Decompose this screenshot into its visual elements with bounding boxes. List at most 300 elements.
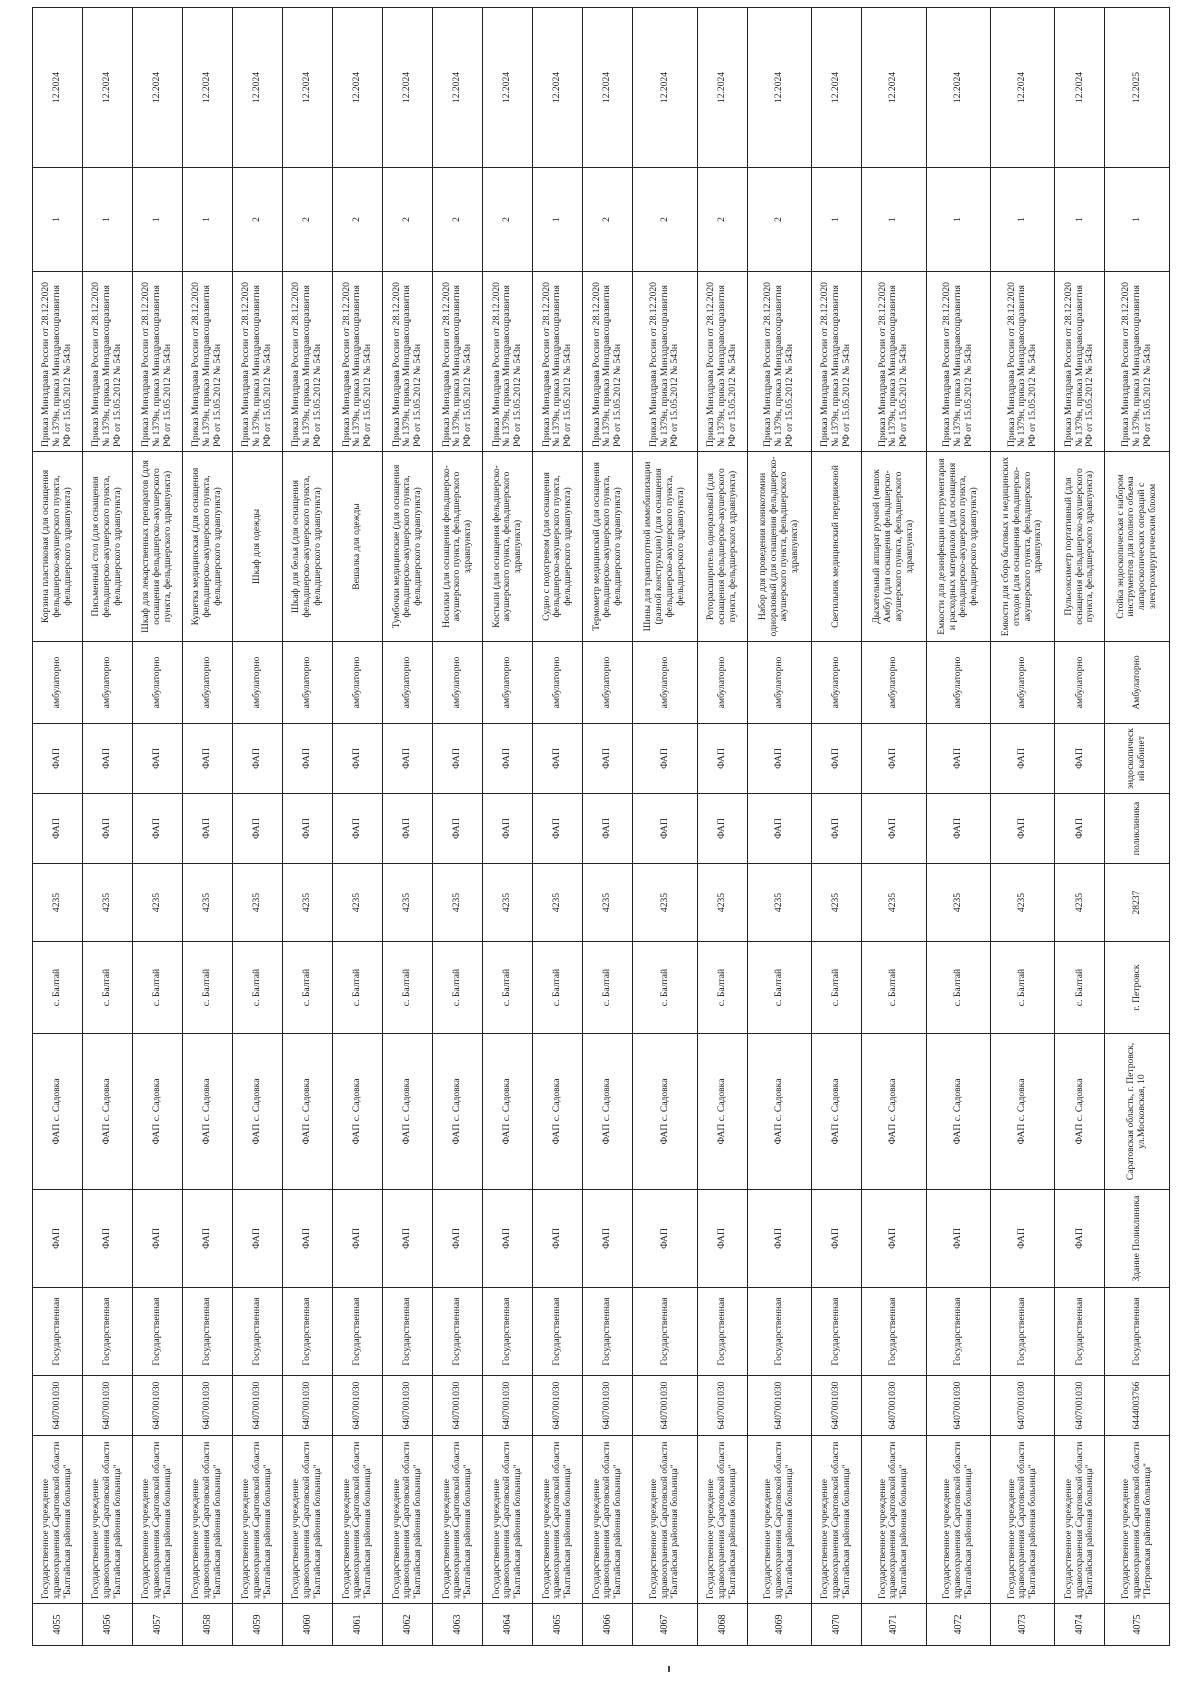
unit-cell: ФАП <box>83 794 133 864</box>
organization-cell: Государственное учреждение здравоохранения Саратовской области "Балтайская районная больница" <box>990 1436 1054 1604</box>
date-cell: 12.2024 <box>583 8 633 168</box>
equipment-table <box>32 7 1170 1646</box>
row-number-cell: 4056 <box>83 1604 133 1646</box>
date-cell: 12.2024 <box>433 8 483 168</box>
equipment-cell: Костыли (для оснащения фельдшерско-акушерского пункта, фельдшерского здравпункта) <box>483 452 533 642</box>
building-cell: ФАП <box>33 1190 83 1288</box>
care-type-cell: амбулаторно <box>483 642 533 724</box>
building-cell: ФАП <box>233 1190 283 1288</box>
inn-cell: 6407001030 <box>1055 1376 1105 1436</box>
row-number-cell: 4058 <box>183 1604 233 1646</box>
quantity-cell: 2 <box>483 168 533 272</box>
organization-cell: Государственное учреждение здравоохранения Саратовской области "Балтайская районная больница" <box>633 1436 697 1604</box>
building-cell: ФАП <box>926 1190 990 1288</box>
quantity-cell: 1 <box>926 168 990 272</box>
table-row <box>183 8 233 1646</box>
inn-cell: 6407001030 <box>333 1376 383 1436</box>
locality-cell: с. Балтай <box>83 942 133 1034</box>
organization-cell: Государственное учреждение здравоохранения Саратовской области "Балтайская районная больница" <box>433 1436 483 1604</box>
equipment-cell: Письменный стол (для оснащения фельдшерско-акушерского пункта, фельдшерского здравпункта) <box>83 452 133 642</box>
row-number-cell: 4069 <box>747 1604 811 1646</box>
quantity-cell: 2 <box>633 168 697 272</box>
organization-cell: Государственное учреждение здравоохранения Саратовской области "Балтайская районная больница" <box>183 1436 233 1604</box>
division-cell: ФАП <box>483 724 533 794</box>
care-type-cell: амбулаторно <box>926 642 990 724</box>
building-cell: ФАП <box>533 1190 583 1288</box>
building-cell: ФАП <box>990 1190 1054 1288</box>
quantity-cell: 1 <box>990 168 1054 272</box>
order-cell: Приказ Минздрава России от 28.12.2020 № 1379н, приказ Минздравсоцразвития РФ от 15.05.2012 № 543н <box>812 272 862 452</box>
inn-cell: 6407001030 <box>233 1376 283 1436</box>
unit-cell: ФАП <box>990 794 1054 864</box>
date-cell: 12.2024 <box>33 8 83 168</box>
population-cell: 4235 <box>183 864 233 942</box>
table-row <box>862 8 926 1646</box>
population-cell: 4235 <box>583 864 633 942</box>
date-cell: 12.2024 <box>83 8 133 168</box>
quantity-cell: 1 <box>1105 168 1170 272</box>
unit-cell: ФАП <box>133 794 183 864</box>
equipment-cell: Судно с подогревом (для оснащения фельдшерско-акушерского пункта, фельдшерского здравпункта) <box>533 452 583 642</box>
care-type-cell: амбулаторно <box>83 642 133 724</box>
order-cell: Приказ Минздрава России от 28.12.2020 № 1379н, приказ Минздравсоцразвития РФ от 15.05.2012 № 543н <box>1105 272 1170 452</box>
building-cell: ФАП <box>383 1190 433 1288</box>
quantity-cell: 2 <box>697 168 747 272</box>
ownership-cell: Государственная <box>812 1288 862 1376</box>
table-row <box>990 8 1054 1646</box>
date-cell: 12.2024 <box>862 8 926 168</box>
inn-cell: 6444003766 <box>1105 1376 1170 1436</box>
equipment-cell: Светильник медицинский передвижной <box>812 452 862 642</box>
date-cell: 12.2024 <box>697 8 747 168</box>
building-cell: Здание Поликлиника <box>1105 1190 1170 1288</box>
row-number-cell: 4060 <box>283 1604 333 1646</box>
row-number-cell: 4073 <box>990 1604 1054 1646</box>
organization-cell: Государственное учреждение здравоохранения Саратовской области "Балтайская районная больница" <box>926 1436 990 1604</box>
locality-cell: с. Балтай <box>483 942 533 1034</box>
equipment-cell: Шкаф для белья (для оснащения фельдшерско-акушерского пункта, фельдшерского здравпункта) <box>283 452 333 642</box>
address-cell: ФАП с. Садовка <box>747 1034 811 1190</box>
date-cell: 12.2024 <box>483 8 533 168</box>
building-cell: ФАП <box>862 1190 926 1288</box>
order-cell: Приказ Минздрава России от 28.12.2020 № 1379н, приказ Минздравсоцразвития РФ от 15.05.2012 № 543н <box>133 272 183 452</box>
care-type-cell: амбулаторно <box>862 642 926 724</box>
table-row <box>633 8 697 1646</box>
equipment-cell: Шкаф для одежды <box>233 452 283 642</box>
ownership-cell: Государственная <box>183 1288 233 1376</box>
unit-cell: ФАП <box>1055 794 1105 864</box>
address-cell: ФАП с. Садовка <box>133 1034 183 1190</box>
row-number-cell: 4057 <box>133 1604 183 1646</box>
locality-cell: с. Балтай <box>926 942 990 1034</box>
care-type-cell: амбулаторно <box>812 642 862 724</box>
inn-cell: 6407001030 <box>533 1376 583 1436</box>
ownership-cell: Государственная <box>33 1288 83 1376</box>
organization-cell: Государственное учреждение здравоохранения Саратовской области "Балтайская районная больница" <box>283 1436 333 1604</box>
date-cell: 12.2024 <box>133 8 183 168</box>
row-number-cell: 4068 <box>697 1604 747 1646</box>
unit-cell: ФАП <box>333 794 383 864</box>
building-cell: ФАП <box>633 1190 697 1288</box>
order-cell: Приказ Минздрава России от 28.12.2020 № 1379н, приказ Минздравсоцразвития РФ от 15.05.2012 № 543н <box>33 272 83 452</box>
organization-cell: Государственное учреждение здравоохранения Саратовской области "Балтайская районная больница" <box>747 1436 811 1604</box>
division-cell: ФАП <box>433 724 483 794</box>
table-row <box>433 8 483 1646</box>
table-row <box>133 8 183 1646</box>
order-cell: Приказ Минздрава России от 28.12.2020 № 1379н, приказ Минздравсоцразвития РФ от 15.05.2012 № 543н <box>233 272 283 452</box>
population-cell: 4235 <box>233 864 283 942</box>
division-cell: ФАП <box>990 724 1054 794</box>
unit-cell: ФАП <box>812 794 862 864</box>
table-row <box>333 8 383 1646</box>
quantity-cell: 2 <box>383 168 433 272</box>
row-number-cell: 4055 <box>33 1604 83 1646</box>
organization-cell: Государственное учреждение здравоохранения Саратовской области "Балтайская районная больница" <box>483 1436 533 1604</box>
inn-cell: 6407001030 <box>926 1376 990 1436</box>
inn-cell: 6407001030 <box>812 1376 862 1436</box>
quantity-cell: 1 <box>183 168 233 272</box>
order-cell: Приказ Минздрава России от 28.12.2020 № 1379н, приказ Минздравсоцразвития РФ от 15.05.2012 № 543н <box>926 272 990 452</box>
inn-cell: 6407001030 <box>483 1376 533 1436</box>
equipment-cell: Емкости для сбора бытовых и медицинских отходов (для оснащения фельдшерско-акушерского пункта, фельдшерского здравпункта) <box>990 452 1054 642</box>
locality-cell: с. Балтай <box>747 942 811 1034</box>
row-number-cell: 4067 <box>633 1604 697 1646</box>
table-row <box>533 8 583 1646</box>
address-cell: Саратовская область, г. Петровск, ул.Московская, 10 <box>1105 1034 1170 1190</box>
table-row <box>697 8 747 1646</box>
locality-cell: с. Балтай <box>633 942 697 1034</box>
inn-cell: 6407001030 <box>133 1376 183 1436</box>
address-cell: ФАП с. Садовка <box>862 1034 926 1190</box>
unit-cell: ФАП <box>697 794 747 864</box>
quantity-cell: 1 <box>83 168 133 272</box>
equipment-cell: Носилки (для оснащения фельдшерско-акушерского пункта, фельдшерского здравпункта) <box>433 452 483 642</box>
population-cell: 4235 <box>383 864 433 942</box>
unit-cell: поликлиника <box>1105 794 1170 864</box>
building-cell: ФАП <box>1055 1190 1105 1288</box>
inn-cell: 6407001030 <box>83 1376 133 1436</box>
building-cell: ФАП <box>283 1190 333 1288</box>
unit-cell: ФАП <box>533 794 583 864</box>
building-cell: ФАП <box>812 1190 862 1288</box>
address-cell: ФАП с. Садовка <box>633 1034 697 1190</box>
ownership-cell: Государственная <box>83 1288 133 1376</box>
date-cell: 12.2024 <box>1055 8 1105 168</box>
population-cell: 4235 <box>433 864 483 942</box>
care-type-cell: амбулаторно <box>583 642 633 724</box>
population-cell: 4235 <box>483 864 533 942</box>
inn-cell: 6407001030 <box>697 1376 747 1436</box>
equipment-cell: Шкаф для лекарственных препаратов (для оснащения фельдшерско-акушерского пункта, фельдшерского здравпункта) <box>133 452 183 642</box>
division-cell: ФАП <box>33 724 83 794</box>
quantity-cell: 2 <box>233 168 283 272</box>
order-cell: Приказ Минздрава России от 28.12.2020 № 1379н, приказ Минздравсоцразвития РФ от 15.05.2012 № 543н <box>747 272 811 452</box>
row-number-cell: 4065 <box>533 1604 583 1646</box>
building-cell: ФАП <box>483 1190 533 1288</box>
quantity-cell: 2 <box>583 168 633 272</box>
unit-cell: ФАП <box>33 794 83 864</box>
inn-cell: 6407001030 <box>583 1376 633 1436</box>
address-cell: ФАП с. Садовка <box>83 1034 133 1190</box>
date-cell: 12.2024 <box>183 8 233 168</box>
quantity-cell: 1 <box>533 168 583 272</box>
population-cell: 28237 <box>1105 864 1170 942</box>
address-cell: ФАП с. Садовка <box>33 1034 83 1190</box>
order-cell: Приказ Минздрава России от 28.12.2020 № 1379н, приказ Минздравсоцразвития РФ от 15.05.2012 № 543н <box>333 272 383 452</box>
ownership-cell: Государственная <box>433 1288 483 1376</box>
page-mark <box>668 1666 670 1672</box>
row-number-cell: 4070 <box>812 1604 862 1646</box>
unit-cell: ФАП <box>383 794 433 864</box>
address-cell: ФАП с. Садовка <box>283 1034 333 1190</box>
ownership-cell: Государственная <box>990 1288 1054 1376</box>
inn-cell: 6407001030 <box>33 1376 83 1436</box>
table-row <box>83 8 133 1646</box>
division-cell: ФАП <box>1055 724 1105 794</box>
quantity-cell: 2 <box>333 168 383 272</box>
organization-cell: Государственное учреждение здравоохранения Саратовской области "Балтайская районная больница" <box>233 1436 283 1604</box>
row-number-cell: 4074 <box>1055 1604 1105 1646</box>
inn-cell: 6407001030 <box>383 1376 433 1436</box>
equipment-cell: Вешалка для одежды <box>333 452 383 642</box>
population-cell: 4235 <box>33 864 83 942</box>
care-type-cell: амбулаторно <box>383 642 433 724</box>
ownership-cell: Государственная <box>862 1288 926 1376</box>
equipment-cell: Роторасширитель одноразовый (для оснащения фельдшерско-акушерского пункта, фельдшерского здравпункта) <box>697 452 747 642</box>
table-body <box>33 8 1170 1646</box>
quantity-cell: 2 <box>747 168 811 272</box>
division-cell: ФАП <box>383 724 433 794</box>
quantity-cell: 1 <box>1055 168 1105 272</box>
ownership-cell: Государственная <box>333 1288 383 1376</box>
order-cell: Приказ Минздрава России от 28.12.2020 № 1379н, приказ Минздравсоцразвития РФ от 15.05.2012 № 543н <box>283 272 333 452</box>
locality-cell: с. Балтай <box>233 942 283 1034</box>
division-cell: ФАП <box>183 724 233 794</box>
population-cell: 4235 <box>862 864 926 942</box>
ownership-cell: Государственная <box>1105 1288 1170 1376</box>
order-cell: Приказ Минздрава России от 28.12.2020 № 1379н, приказ Минздравсоцразвития РФ от 15.05.2012 № 543н <box>533 272 583 452</box>
locality-cell: с. Балтай <box>33 942 83 1034</box>
address-cell: ФАП с. Садовка <box>812 1034 862 1190</box>
locality-cell: г. Петровск <box>1105 942 1170 1034</box>
division-cell: ФАП <box>233 724 283 794</box>
locality-cell: с. Балтай <box>862 942 926 1034</box>
date-cell: 12.2024 <box>812 8 862 168</box>
row-number-cell: 4071 <box>862 1604 926 1646</box>
ownership-cell: Государственная <box>583 1288 633 1376</box>
population-cell: 4235 <box>926 864 990 942</box>
division-cell: ФАП <box>83 724 133 794</box>
care-type-cell: амбулаторно <box>433 642 483 724</box>
care-type-cell: амбулаторно <box>233 642 283 724</box>
ownership-cell: Государственная <box>383 1288 433 1376</box>
table-row <box>1105 8 1170 1646</box>
order-cell: Приказ Минздрава России от 28.12.2020 № 1379н, приказ Минздравсоцразвития РФ от 15.05.2012 № 543н <box>433 272 483 452</box>
population-cell: 4235 <box>812 864 862 942</box>
row-number-cell: 4072 <box>926 1604 990 1646</box>
address-cell: ФАП с. Садовка <box>183 1034 233 1190</box>
care-type-cell: амбулаторно <box>183 642 233 724</box>
unit-cell: ФАП <box>433 794 483 864</box>
rotated-table-wrapper <box>32 28 1170 1646</box>
locality-cell: с. Балтай <box>1055 942 1105 1034</box>
order-cell: Приказ Минздрава России от 28.12.2020 № 1379н, приказ Минздравсоцразвития РФ от 15.05.2012 № 543н <box>483 272 533 452</box>
table-row <box>926 8 990 1646</box>
row-number-cell: 4061 <box>333 1604 383 1646</box>
address-cell: ФАП с. Садовка <box>333 1034 383 1190</box>
division-cell: ФАП <box>862 724 926 794</box>
care-type-cell: амбулаторно <box>283 642 333 724</box>
equipment-cell: Емкости для дезинфекции инструментария и расходных материалов (для оснащения фельдшерско-акушерского пункта, фельдшерского здравпункта) <box>926 452 990 642</box>
ownership-cell: Государственная <box>633 1288 697 1376</box>
division-cell: ФАП <box>283 724 333 794</box>
population-cell: 4235 <box>697 864 747 942</box>
care-type-cell: амбулаторно <box>747 642 811 724</box>
building-cell: ФАП <box>183 1190 233 1288</box>
address-cell: ФАП с. Садовка <box>233 1034 283 1190</box>
equipment-cell: Корзина пластиковая (для оснащения фельдшерско-акушерского пункта, фельдшерского здравпункта) <box>33 452 83 642</box>
equipment-cell: Стойка эндоскопическая с набором инструментов для полного объема лапароскопических операций с электрохирургическим блоком <box>1105 452 1170 642</box>
quantity-cell: 1 <box>862 168 926 272</box>
locality-cell: с. Балтай <box>433 942 483 1034</box>
unit-cell: ФАП <box>862 794 926 864</box>
organization-cell: Государственное учреждение здравоохранения Саратовской области "Балтайская районная больница" <box>83 1436 133 1604</box>
organization-cell: Государственное учреждение здравоохранения Саратовской области "Балтайская районная больница" <box>812 1436 862 1604</box>
date-cell: 12.2024 <box>333 8 383 168</box>
quantity-cell: 2 <box>283 168 333 272</box>
address-cell: ФАП с. Садовка <box>583 1034 633 1190</box>
inn-cell: 6407001030 <box>283 1376 333 1436</box>
equipment-cell: Термометр медицинский (для оснащения фельдшерско-акушерского пункта, фельдшерского здравпункта) <box>583 452 633 642</box>
table-row <box>583 8 633 1646</box>
table-row <box>812 8 862 1646</box>
quantity-cell: 1 <box>133 168 183 272</box>
order-cell: Приказ Минздрава России от 28.12.2020 № 1379н, приказ Минздравсоцразвития РФ от 15.05.2012 № 543н <box>633 272 697 452</box>
unit-cell: ФАП <box>926 794 990 864</box>
address-cell: ФАП с. Садовка <box>697 1034 747 1190</box>
date-cell: 12.2024 <box>747 8 811 168</box>
row-number-cell: 4064 <box>483 1604 533 1646</box>
order-cell: Приказ Минздрава России от 28.12.2020 № 1379н, приказ Минздравсоцразвития РФ от 15.05.2012 № 543н <box>83 272 133 452</box>
date-cell: 12.2024 <box>233 8 283 168</box>
population-cell: 4235 <box>283 864 333 942</box>
division-cell: ФАП <box>633 724 697 794</box>
building-cell: ФАП <box>747 1190 811 1288</box>
address-cell: ФАП с. Садовка <box>926 1034 990 1190</box>
unit-cell: ФАП <box>633 794 697 864</box>
scanned-page <box>32 28 1170 1646</box>
unit-cell: ФАП <box>233 794 283 864</box>
locality-cell: с. Балтай <box>133 942 183 1034</box>
locality-cell: с. Балтай <box>697 942 747 1034</box>
population-cell: 4235 <box>83 864 133 942</box>
organization-cell: Государственное учреждение здравоохранения Саратовской области "Балтайская районная больница" <box>533 1436 583 1604</box>
division-cell: ФАП <box>583 724 633 794</box>
equipment-cell: Шины для транспортной иммобилизации (разной конструкции) (для оснащения фельдшерско-акушерского пункта, фельдшерского здравпункта) <box>633 452 697 642</box>
division-cell: ФАП <box>533 724 583 794</box>
locality-cell: с. Балтай <box>183 942 233 1034</box>
locality-cell: с. Балтай <box>583 942 633 1034</box>
locality-cell: с. Балтай <box>533 942 583 1034</box>
address-cell: ФАП с. Садовка <box>533 1034 583 1190</box>
order-cell: Приказ Минздрава России от 28.12.2020 № 1379н, приказ Минздравсоцразвития РФ от 15.05.2012 № 543н <box>1055 272 1105 452</box>
address-cell: ФАП с. Садовка <box>990 1034 1054 1190</box>
address-cell: ФАП с. Садовка <box>1055 1034 1105 1190</box>
locality-cell: с. Балтай <box>383 942 433 1034</box>
locality-cell: с. Балтай <box>333 942 383 1034</box>
building-cell: ФАП <box>333 1190 383 1288</box>
table-row <box>1055 8 1105 1646</box>
table-row <box>33 8 83 1646</box>
ownership-cell: Государственная <box>283 1288 333 1376</box>
division-cell: ФАП <box>926 724 990 794</box>
care-type-cell: Амбулаторно <box>1105 642 1170 724</box>
table-row <box>747 8 811 1646</box>
ownership-cell: Государственная <box>697 1288 747 1376</box>
building-cell: ФАП <box>697 1190 747 1288</box>
inn-cell: 6407001030 <box>183 1376 233 1436</box>
organization-cell: Государственное учреждение здравоохранения Саратовской области "Балтайская районная больница" <box>383 1436 433 1604</box>
ownership-cell: Государственная <box>926 1288 990 1376</box>
ownership-cell: Государственная <box>747 1288 811 1376</box>
division-cell: ФАП <box>812 724 862 794</box>
population-cell: 4235 <box>133 864 183 942</box>
ownership-cell: Государственная <box>483 1288 533 1376</box>
table-row <box>383 8 433 1646</box>
inn-cell: 6407001030 <box>633 1376 697 1436</box>
ownership-cell: Государственная <box>233 1288 283 1376</box>
organization-cell: Государственное учреждение здравоохранения Саратовской области "Петровская районная больница" <box>1105 1436 1170 1604</box>
organization-cell: Государственное учреждение здравоохранения Саратовской области "Балтайская районная больница" <box>1055 1436 1105 1604</box>
care-type-cell: амбулаторно <box>133 642 183 724</box>
order-cell: Приказ Минздрава России от 28.12.2020 № 1379н, приказ Минздравсоцразвития РФ от 15.05.2012 № 543н <box>862 272 926 452</box>
date-cell: 12.2024 <box>533 8 583 168</box>
row-number-cell: 4066 <box>583 1604 633 1646</box>
date-cell: 12.2024 <box>283 8 333 168</box>
ownership-cell: Государственная <box>533 1288 583 1376</box>
unit-cell: ФАП <box>583 794 633 864</box>
care-type-cell: амбулаторно <box>1055 642 1105 724</box>
address-cell: ФАП с. Садовка <box>383 1034 433 1190</box>
date-cell: 12.2024 <box>990 8 1054 168</box>
organization-cell: Государственное учреждение здравоохранения Саратовской области "Балтайская районная больница" <box>862 1436 926 1604</box>
order-cell: Приказ Минздрава России от 28.12.2020 № 1379н, приказ Минздравсоцразвития РФ от 15.05.2012 № 543н <box>183 272 233 452</box>
building-cell: ФАП <box>583 1190 633 1288</box>
population-cell: 4235 <box>333 864 383 942</box>
address-cell: ФАП с. Садовка <box>433 1034 483 1190</box>
quantity-cell: 1 <box>812 168 862 272</box>
unit-cell: ФАП <box>747 794 811 864</box>
division-cell: ФАП <box>333 724 383 794</box>
care-type-cell: амбулаторно <box>533 642 583 724</box>
ownership-cell: Государственная <box>1055 1288 1105 1376</box>
building-cell: ФАП <box>83 1190 133 1288</box>
organization-cell: Государственное учреждение здравоохранения Саратовской области "Балтайская районная больница" <box>583 1436 633 1604</box>
unit-cell: ФАП <box>283 794 333 864</box>
table-row <box>233 8 283 1646</box>
address-cell: ФАП с. Садовка <box>483 1034 533 1190</box>
quantity-cell: 1 <box>33 168 83 272</box>
unit-cell: ФАП <box>483 794 533 864</box>
organization-cell: Государственное учреждение здравоохранения Саратовской области "Балтайская районная больница" <box>333 1436 383 1604</box>
inn-cell: 6407001030 <box>990 1376 1054 1436</box>
row-number-cell: 4075 <box>1105 1604 1170 1646</box>
care-type-cell: амбулаторно <box>333 642 383 724</box>
population-cell: 4235 <box>990 864 1054 942</box>
table-row <box>283 8 333 1646</box>
date-cell: 12.2024 <box>926 8 990 168</box>
order-cell: Приказ Минздрава России от 28.12.2020 № 1379н, приказ Минздравсоцразвития РФ от 15.05.2012 № 543н <box>990 272 1054 452</box>
